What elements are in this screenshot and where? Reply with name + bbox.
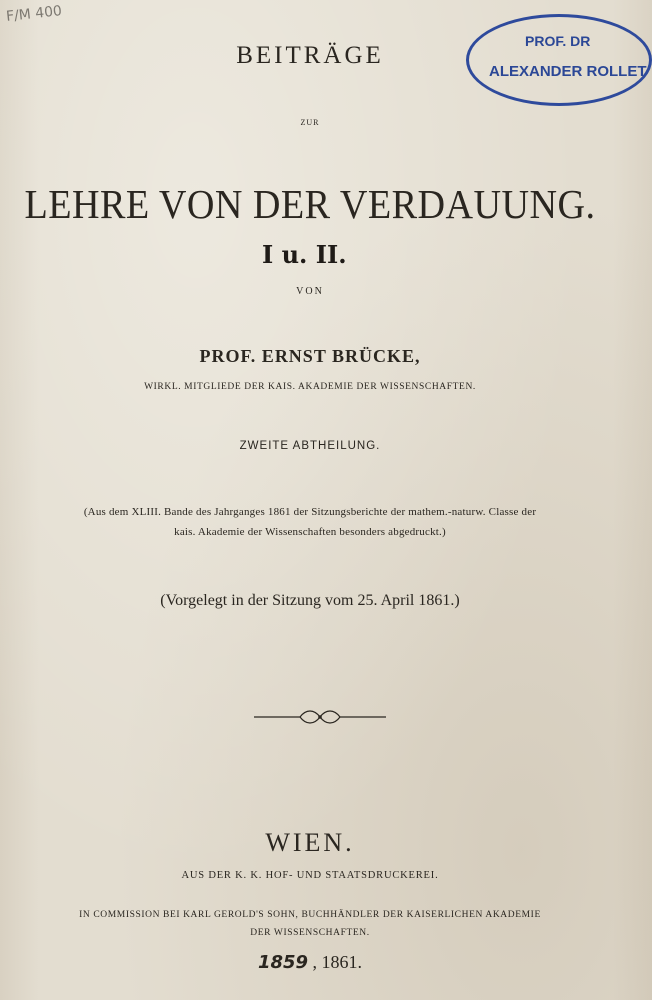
commission-line-2: DER WISSENSCHAFTEN. bbox=[250, 928, 370, 938]
main-title: LEHRE VON DER VERDAUUNG. bbox=[24, 181, 596, 227]
handwritten-year: 1859 bbox=[257, 952, 309, 973]
by-line: VON bbox=[296, 286, 324, 297]
place-of-publication: WIEN. bbox=[265, 828, 355, 857]
stamp-line-1: PROF. DR bbox=[525, 33, 591, 49]
handwritten-volume-note: I u. II. bbox=[262, 240, 347, 269]
author-position: WIRKL. MITGLIEDE DER KAIS. AKADEMIE DER WISSENSCHAFTEN. bbox=[144, 382, 476, 392]
ornament-rule-icon bbox=[250, 705, 390, 729]
stamp-line-2: ALEXANDER ROLLET bbox=[489, 63, 647, 80]
publication-year bbox=[0, 952, 620, 973]
printer-line: AUS DER K. K. HOF- UND STAATSDRUCKEREI. bbox=[181, 870, 439, 881]
presentation-note: (Vorgelegt in der Sitzung vom 25. April 1861.) bbox=[160, 592, 460, 609]
handwritten-shelfmark: F/M 400 bbox=[5, 3, 63, 25]
author-name: PROF. ERNST BRÜCKE, bbox=[199, 346, 421, 366]
book-title: BEITRÄGE bbox=[236, 42, 384, 69]
printed-year: 1861. bbox=[321, 952, 363, 972]
source-note-line-2: kais. Akademie der Wissenschaften besonders abgedruckt.) bbox=[174, 526, 446, 538]
source-note-line-1: (Aus dem XLIII. Bande des Jahrganges 1861 der Sitzungsberichte der mathem.-naturw. Classe der bbox=[83, 506, 537, 518]
title-connector: ZUR bbox=[300, 118, 320, 127]
year-separator: , bbox=[312, 952, 318, 972]
part-label: ZWEITE ABTHEILUNG. bbox=[239, 440, 381, 452]
commission-line-1: IN COMMISSION BEI KARL GEROLD'S SOHN, BUCHHÄNDLER DER KAISERLICHEN AKADEMIE bbox=[79, 910, 541, 920]
